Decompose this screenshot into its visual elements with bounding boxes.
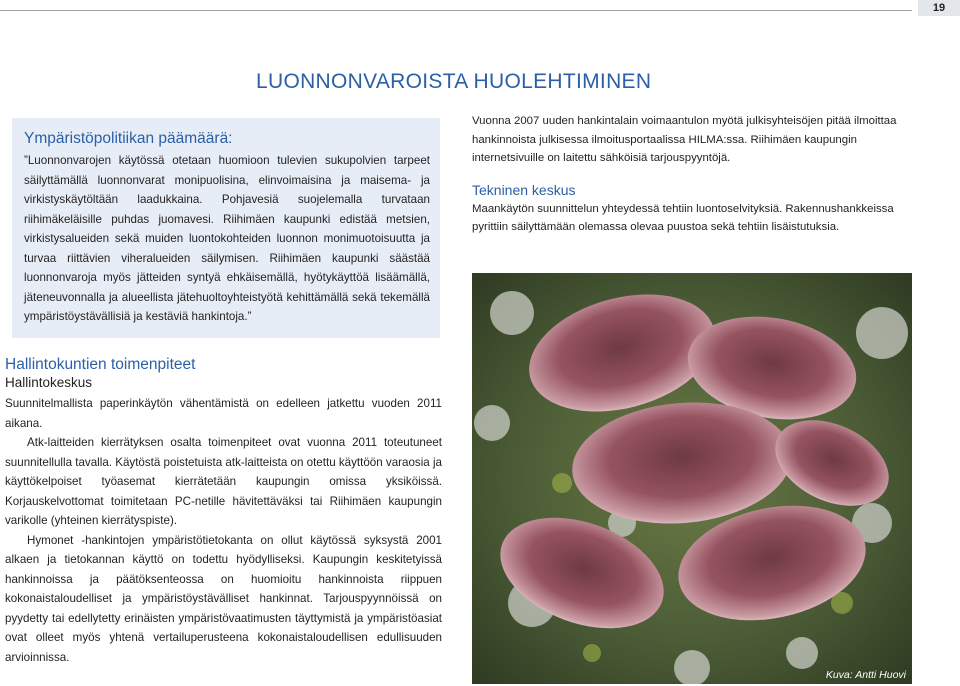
actions-paragraph: Atk-laitteiden kierrätyksen osalta toimenpiteet ovat vuonna 2011 toteutuneet suunnitellulla tavalla. Käytöstä poistetuista atk-laitteista on otettu käyttöön varaosia ja käyttökelpoiset työasemat kierrätetään kaupungin omissa yksiköissä. Korjauskelvottomat toimitetaan PC-netille hävitettäväksi tai Riihimäen kaupungin varikolle (yhteinen kierrätyspiste). <box>5 436 442 527</box>
actions-paragraph: Hymonet -hankintojen ympäristötietokanta on ollut käytössä syksystä 2001 alkaen ja tietokannan käyttö on todettu hyödylliseksi. Kaupungin keskitetyissä hankinnoissa ja päätöksenteossa on huomioitu hankinnoista riippuen kokonaistaloudelliset ja ympäristöystävälliset hankinnat. Tarjouspyynnöissä on pyydetty tai edellytetty erinäisten ympäristövaatimusten täyttymistä ja ympäristöasiat ovat olleet myös yhtenä vertailuperusteena kokonaistaloudellisen edullisuuden arvioinnissa. <box>5 533 442 664</box>
fungus-photo <box>472 273 912 684</box>
fungus-illustration <box>472 273 912 684</box>
page-title: LUONNONVAROISTA HUOLEHTIMINEN <box>256 70 652 93</box>
procurement-intro: Vuonna 2007 uuden hankintalain voimaantulon myötä julkisyhteisöjen pitää ilmoittaa hankinnoista julkisessa ilmoitusportaalissa HILMA:ssa. Riihimäen kaupungin internetsivuille on laitettu sähköisiä tarjouspyyntöjä. <box>472 115 897 164</box>
hallintokeskus-heading: Hallintokeskus <box>5 375 93 390</box>
header-rule <box>0 10 912 11</box>
policy-goal-heading: Ympäristöpolitiikan päämäärä: <box>24 130 233 147</box>
tekninen-keskus-text: Maankäytön suunnittelun yhteydessä tehtiin luontoselvityksiä. Rakennushankkeissa pyrittiin säilyttämään olemassa olevaa puustoa sekä tehtiin lisäistutuksia. <box>472 202 894 233</box>
page-number: 19 <box>918 0 960 16</box>
actions-section <box>5 356 442 667</box>
actions-paragraph: Suunnitelmallista paperinkäytön vähentämistä on edelleen jatkettu vuoden 2011 aikana. <box>5 397 442 430</box>
tekninen-keskus-heading: Tekninen keskus <box>472 181 576 198</box>
policy-goal-box <box>12 118 440 338</box>
right-column <box>472 112 912 237</box>
actions-heading: Hallintokuntien toimenpiteet <box>5 356 196 373</box>
photo-caption: Kuva: Antti Huovi <box>825 669 906 681</box>
policy-goal-text: ”Luonnonvarojen käytössä otetaan huomioon tulevien sukupolvien tarpeet säilyttämällä luonnonvarat monipuolisina, elinvoimaisina ja maisema- ja virkistyskäytöltään laadukkaina. Pohjavesiä suojelemalla turvataan riihimäkeläisille puhdas juomavesi. Riihimäen kaupunki edistää metsien, virkistysalueiden sekä muiden luontokohteiden luonnon monimuotoisuutta ja turvaa riittävien viheralueiden säilymisen. Riihimäen kaupunki säästää luonnonvaroja myös jätteiden syntyä ehkäisemällä, hyötykäyttöä lisäämällä, jäteneuvonnalla ja alueellista jätehuoltoyhteistyötä kehittämällä sekä tekemällä ympäristöystävällisiä ja kestäviä hankintoja.” <box>24 154 430 323</box>
